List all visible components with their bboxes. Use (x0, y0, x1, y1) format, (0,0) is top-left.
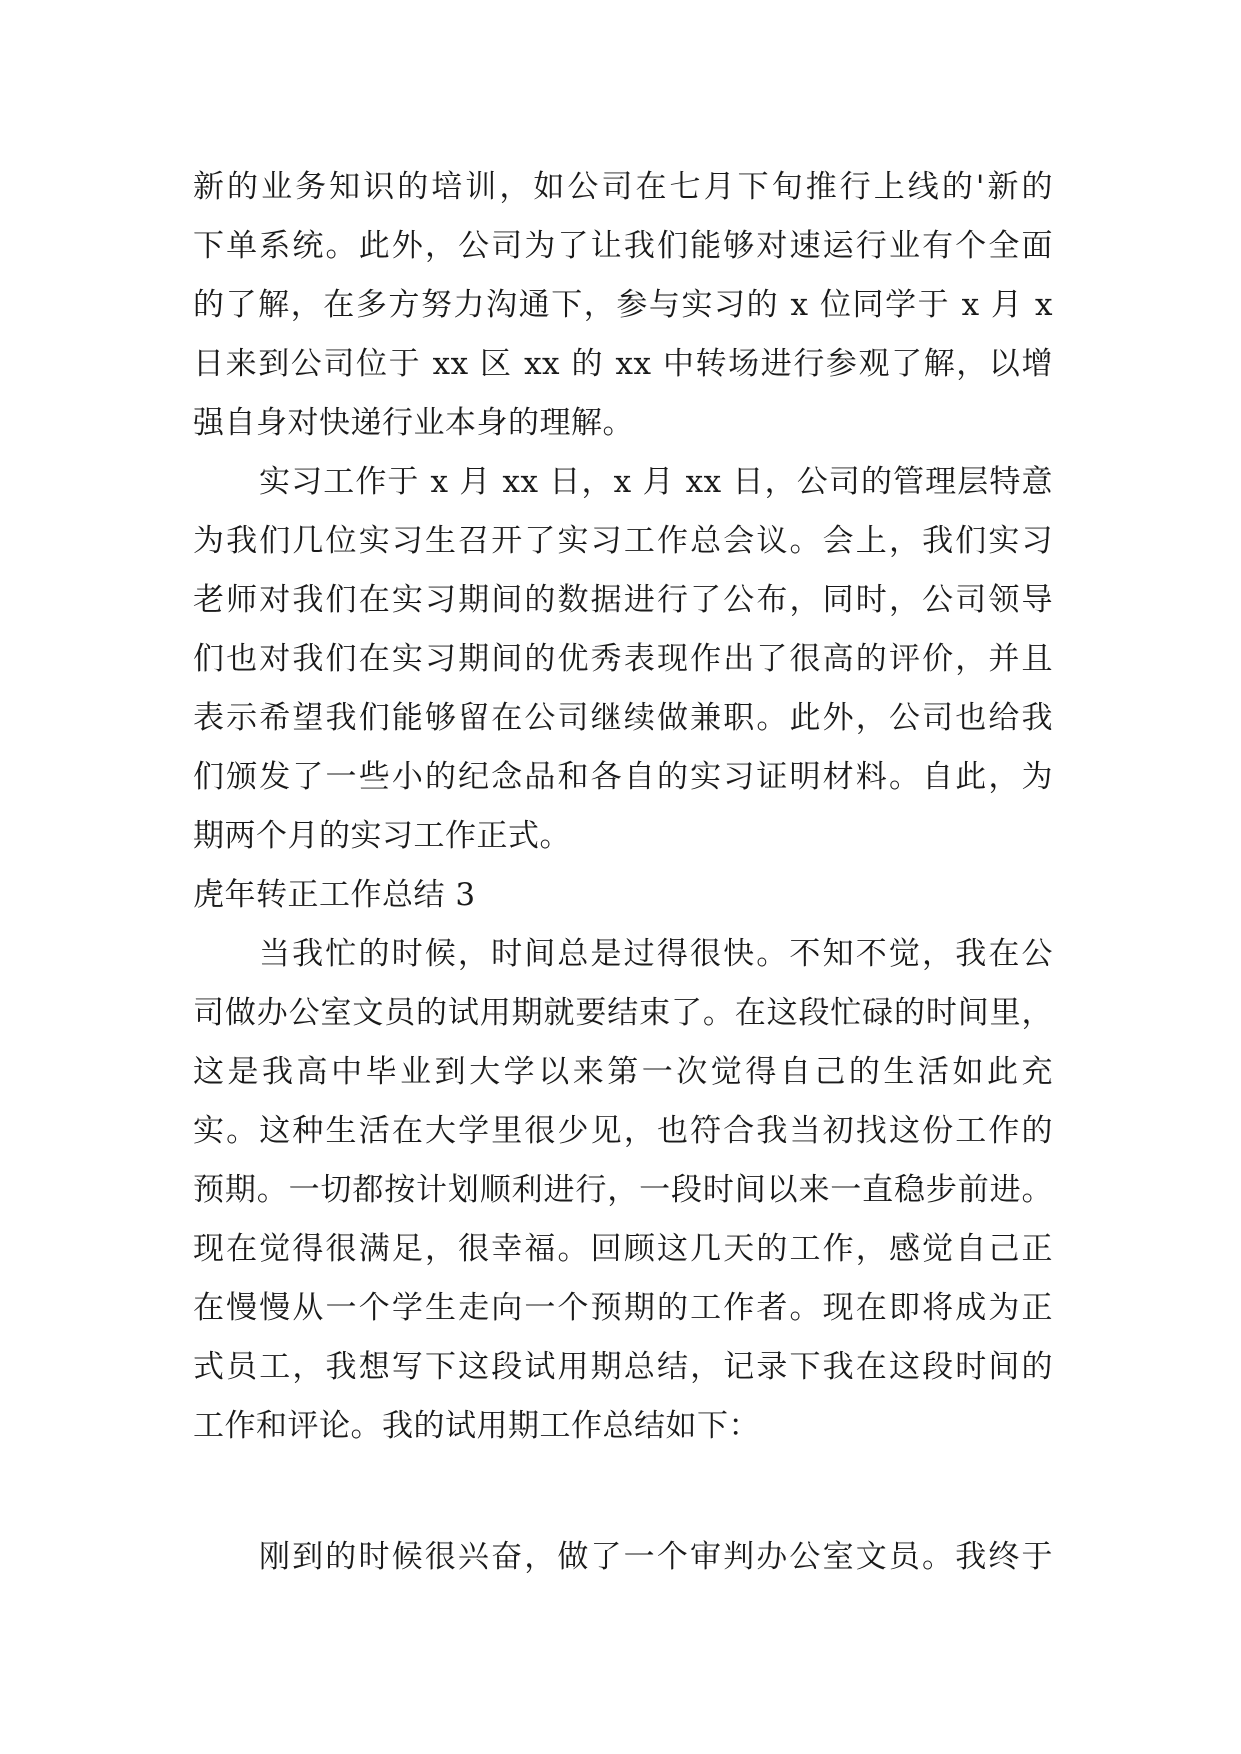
text-line: 老师对我们在实习期间的数据进行了公布，同时，公司领导 (193, 582, 1053, 618)
text-line: 实。这种生活在大学里很少见，也符合我当初找这份工作的 (193, 1113, 1053, 1149)
text-line: 表示希望我们能够留在公司继续做兼职。此外，公司也给我 (193, 700, 1053, 736)
document-body (193, 158, 1053, 1587)
text-line: 期两个月的实习工作正式。 (193, 818, 571, 854)
text-line: 这是我高中毕业到大学以来第一次觉得自己的生活如此充 (193, 1054, 1053, 1090)
text-line: 强自身对快递行业本身的理解。 (193, 405, 634, 441)
text-line: 式员工，我想写下这段试用期总结，记录下我在这段时间的 (193, 1349, 1053, 1385)
text-line: 们也对我们在实习期间的优秀表现作出了很高的评价，并且 (193, 641, 1053, 677)
text-line: 现在觉得很满足，很幸福。回顾这几天的工作，感觉自己正 (193, 1231, 1053, 1267)
text-line: 在慢慢从一个学生走向一个预期的工作者。现在即将成为正 (193, 1290, 1053, 1326)
text-line: 实习工作于 x 月 xx 日，x 月 xx 日，公司的管理层特意 (259, 464, 1053, 500)
text-line: 新的业务知识的培训，如公司在七月下旬推行上线的'新的 (193, 169, 1053, 205)
text-line: 的了解，在多方努力沟通下，参与实习的 x 位同学于 x 月 x (193, 287, 1053, 323)
text-line: 下单系统。此外，公司为了让我们能够对速运行业有个全面 (193, 228, 1053, 264)
section-heading: 虎年转正工作总结 3 (193, 877, 476, 913)
text-line: 刚到的时候很兴奋，做了一个审判办公室文员。我终于 (259, 1539, 1053, 1575)
text-line: 预期。一切都按计划顺利进行，一段时间以来一直稳步前进。 (193, 1172, 1053, 1208)
text-line: 日来到公司位于 xx 区 xx 的 xx 中转场进行参观了解，以增 (193, 346, 1053, 382)
text-line: 们颁发了一些小的纪念品和各自的实习证明材料。自此，为 (193, 759, 1053, 795)
paragraph-internship-meeting (193, 453, 1053, 866)
paragraph-first-day (193, 1528, 1053, 1587)
text-line: 为我们几位实习生召开了实习工作总会议。会上，我们实习 (193, 523, 1053, 559)
paragraph-internship-training (193, 158, 1053, 453)
paragraph-probation-intro (193, 925, 1053, 1456)
text-line: 司做办公室文员的试用期就要结束了。在这段忙碌的时间里， (193, 995, 1053, 1031)
text-line: 工作和评论。我的试用期工作总结如下： (193, 1408, 760, 1444)
paragraph-spacer (193, 1456, 1053, 1528)
text-line: 当我忙的时候，时间总是过得很快。不知不觉，我在公 (259, 936, 1053, 972)
